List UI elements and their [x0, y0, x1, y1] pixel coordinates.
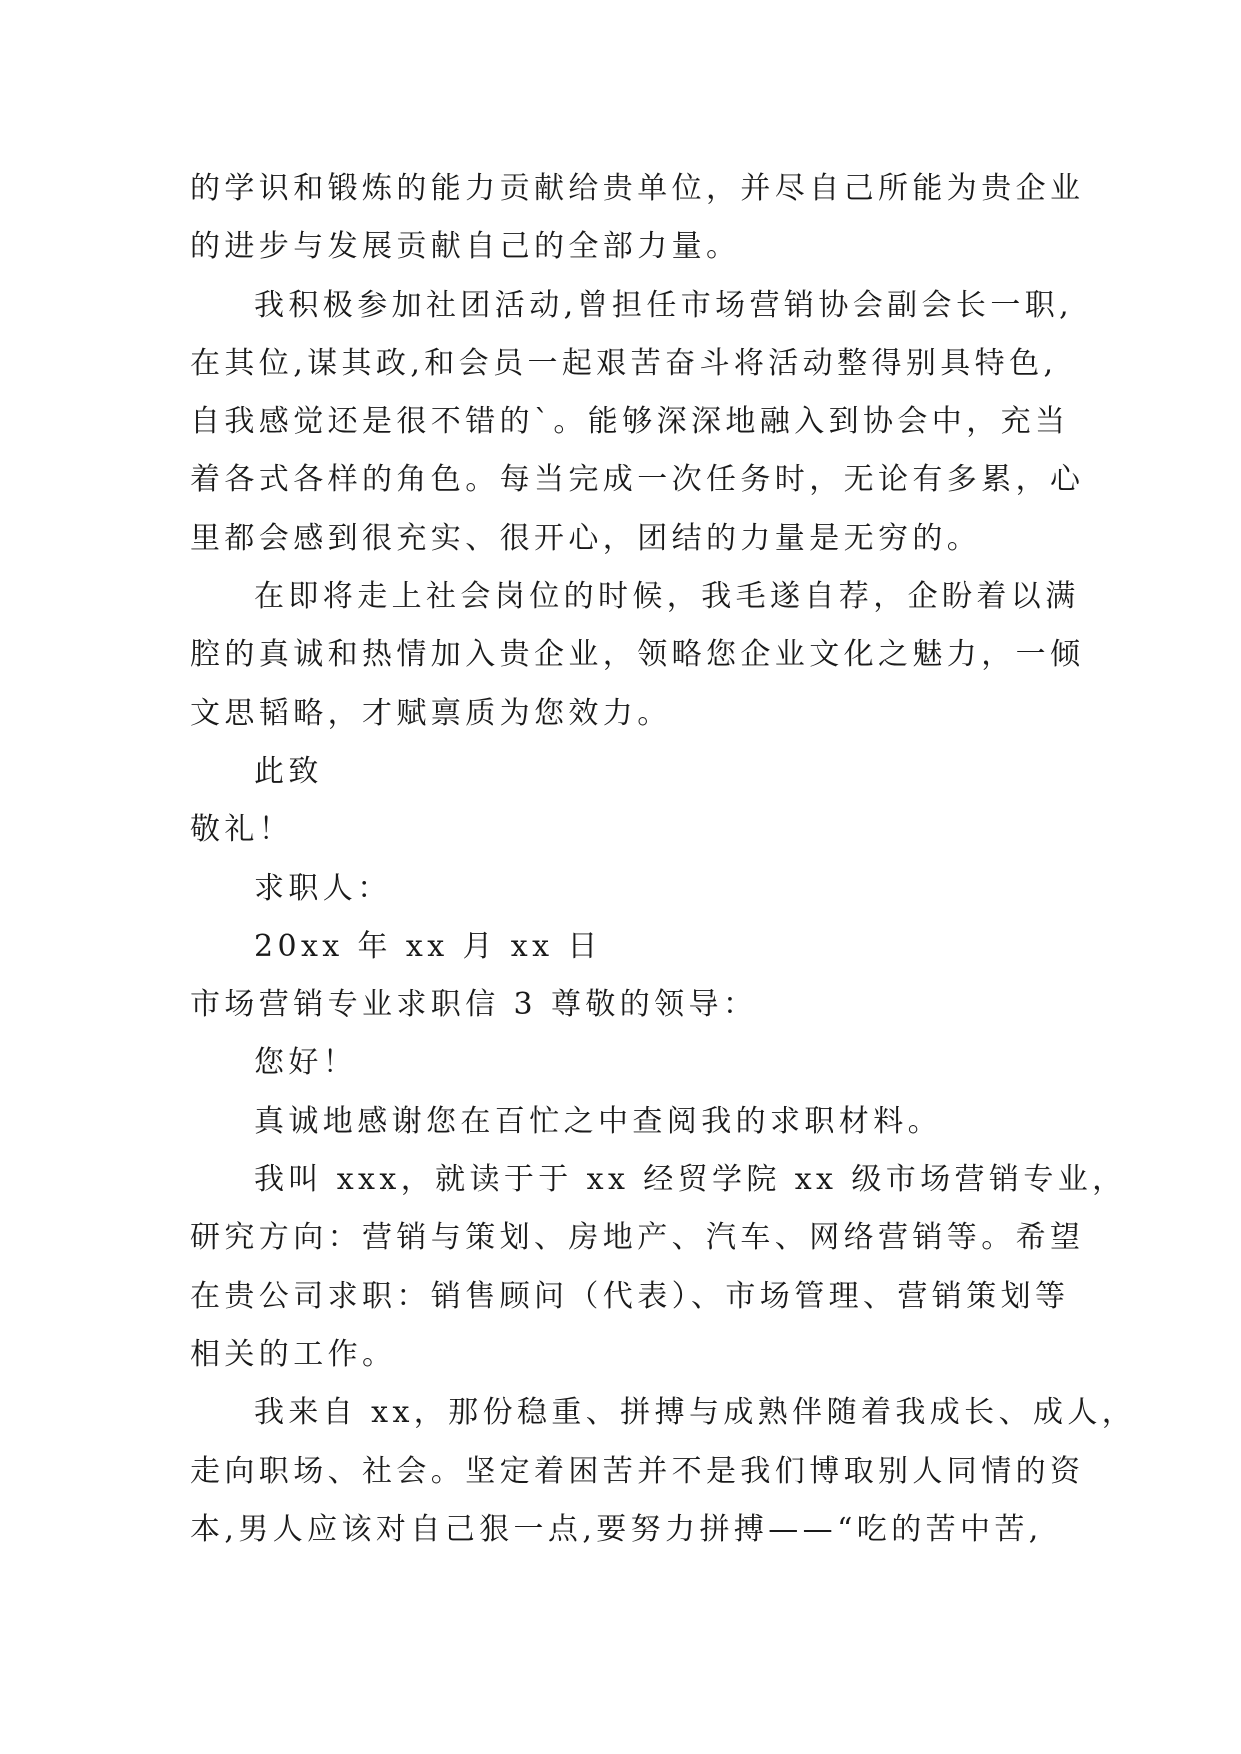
text-line: 走向职场、社会。坚定着困苦并不是我们博取别人同情的资	[190, 1453, 1085, 1489]
text-line: 本,男人应该对自己狠一点,要努力拼搏——“吃的苦中苦,	[190, 1511, 1043, 1547]
text-line: 相关的工作。	[190, 1336, 397, 1372]
text-line: 在其位,谋其政,和会员一起艰苦奋斗将活动整得别具特色,	[190, 345, 1058, 381]
letter-body	[190, 160, 1137, 1559]
text-line: 在贵公司求职：销售顾问（代表）、市场管理、营销策划等	[190, 1278, 1070, 1314]
text-line: 的学识和锻炼的能力贡献给贵单位，并尽自己所能为贵企业	[190, 171, 1085, 206]
text-line: 自我感觉还是很不错的`。能够深深地融入到协会中，充当	[190, 404, 1070, 440]
text-line: 在即将走上社会岗位的时候，我毛遂自荐，企盼着以满	[254, 579, 1080, 615]
section-heading: 市场营销专业求职信 3 尊敬的领导：	[190, 987, 758, 1023]
text-line: 研究方向：营销与策划、房地产、汽车、网络营销等。希望	[190, 1220, 1085, 1256]
letter-date: 20xx 年 xx 月 xx 日	[254, 928, 602, 964]
text-line: 真诚地感谢您在百忙之中查阅我的求职材料。	[254, 1103, 942, 1139]
greeting: 您好！	[254, 1045, 358, 1081]
text-line: 文思韬略，才赋禀质为您效力。	[190, 695, 672, 731]
closing-salutation: 此致	[254, 753, 323, 789]
text-line: 里都会感到很充实、很开心，团结的力量是无穷的。	[190, 520, 982, 556]
text-line: 着各式各样的角色。每当完成一次任务时，无论有多累，心	[190, 462, 1085, 498]
closing-regards: 敬礼！	[190, 812, 294, 848]
text-line: 腔的真诚和热情加入贵企业，领略您企业文化之魅力，一倾	[190, 637, 1085, 673]
text-line: 我叫 xxx，就读于于 xx 经贸学院 xx 级市场营销专业，	[254, 1162, 1127, 1198]
signature-label: 求职人：	[254, 870, 392, 906]
text-line: 我积极参加社团活动,曾担任市场营销协会副会长一职,	[254, 287, 1074, 323]
text-line: 我来自 xx，那份稳重、拼搏与成熟伴随着我成长、成人，	[254, 1395, 1137, 1431]
text-line: 的进步与发展贡献自己的全部力量。	[190, 229, 741, 265]
